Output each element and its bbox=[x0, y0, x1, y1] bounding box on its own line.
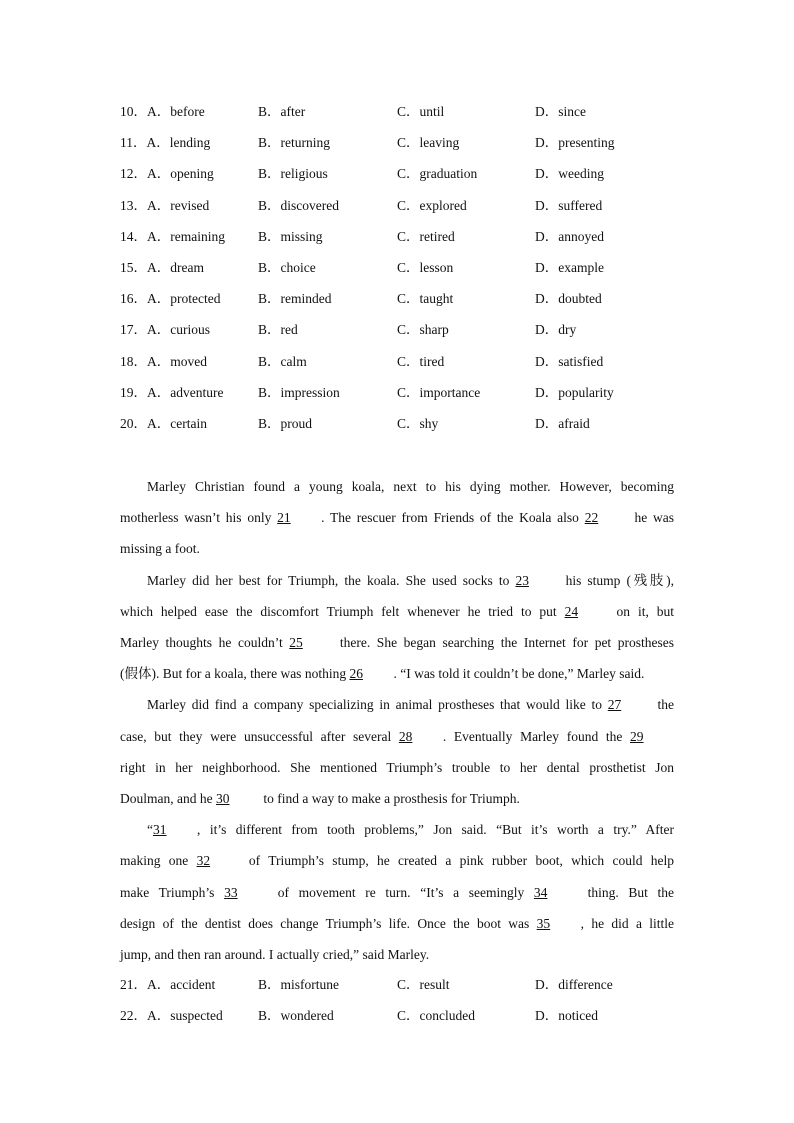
option-text: C．shy bbox=[397, 416, 439, 431]
option-text: B．after bbox=[258, 104, 306, 119]
option-b bbox=[258, 227, 323, 247]
option-c bbox=[397, 227, 455, 247]
option-b bbox=[258, 1006, 334, 1026]
blank-32: 32 bbox=[196, 853, 211, 869]
question-number: 16． bbox=[120, 291, 147, 307]
option-text: C．explored bbox=[397, 197, 467, 213]
blank-23: 23 bbox=[515, 572, 529, 588]
option-a bbox=[120, 196, 209, 216]
passage-text: Doulman, and he bbox=[120, 790, 213, 806]
passage-paragraph-2 bbox=[120, 565, 674, 690]
option-text: B．choice bbox=[258, 260, 316, 275]
passage-text: on it, but bbox=[616, 603, 675, 619]
blank-35: 35 bbox=[536, 915, 551, 931]
option-d bbox=[535, 196, 602, 216]
option-text: B．wondered bbox=[258, 1008, 334, 1024]
option-d bbox=[535, 320, 576, 340]
passage-text: motherless wasn’t his only bbox=[120, 510, 272, 526]
option-b bbox=[258, 289, 332, 309]
blank-30: 30 bbox=[215, 790, 230, 806]
question-number: 18． bbox=[120, 353, 147, 369]
option-a bbox=[120, 164, 214, 184]
option-d bbox=[535, 1006, 598, 1026]
option-text: B．discovered bbox=[258, 197, 339, 213]
passage-text: jump, and then ran around. I actually cried,” said Marley. bbox=[120, 946, 430, 962]
blank-34: 34 bbox=[533, 884, 548, 900]
question-number: 17． bbox=[120, 322, 147, 338]
passage-text: make Triumph’s bbox=[120, 884, 215, 900]
option-text: A．protected bbox=[147, 291, 221, 307]
option-text: D．difference bbox=[535, 977, 613, 992]
passage-text: “ bbox=[147, 822, 153, 838]
passage-text: of movement re turn. “It’s a seemingly bbox=[277, 884, 525, 900]
option-a bbox=[120, 320, 210, 340]
option-text: A．suspected bbox=[147, 1008, 223, 1024]
option-b bbox=[258, 102, 305, 122]
option-a bbox=[120, 975, 215, 995]
option-c bbox=[397, 414, 438, 434]
option-text: D．popularity bbox=[535, 384, 614, 400]
passage-text: Marley did find a company specializing in animal prostheses that would like to bbox=[147, 697, 603, 713]
option-text: B．impression bbox=[258, 384, 340, 400]
blank-25: 25 bbox=[289, 634, 303, 650]
question-number: 11． bbox=[120, 135, 147, 151]
passage-text: which helped ease the discomfort Triumph felt whenever he tried to put bbox=[120, 603, 557, 619]
question-row bbox=[120, 164, 680, 184]
passage-text: . Eventually Marley found the bbox=[442, 728, 623, 744]
option-text: A．curious bbox=[147, 322, 210, 338]
option-a bbox=[120, 1006, 223, 1026]
option-d bbox=[535, 289, 602, 309]
option-a bbox=[120, 414, 207, 434]
option-b bbox=[258, 196, 339, 216]
option-text: A．remaining bbox=[147, 228, 225, 244]
passage-text: , it’s different from tooth problems,” Jon said. “But it’s worth a try.” After bbox=[197, 822, 674, 838]
option-a bbox=[120, 133, 210, 153]
option-b bbox=[258, 975, 339, 995]
option-d bbox=[535, 133, 614, 153]
option-c bbox=[397, 196, 467, 216]
option-c bbox=[397, 1006, 475, 1026]
option-text: C．lesson bbox=[397, 260, 454, 275]
option-c bbox=[397, 352, 444, 372]
passage-text: making one bbox=[120, 853, 189, 869]
option-b bbox=[258, 414, 312, 434]
option-a bbox=[120, 289, 220, 309]
question-number: 12． bbox=[120, 166, 147, 182]
option-text: C．tired bbox=[397, 353, 445, 369]
option-d bbox=[535, 102, 586, 122]
option-text: A．certain bbox=[147, 416, 207, 431]
option-d bbox=[535, 164, 604, 184]
option-text: D．afraid bbox=[535, 416, 590, 431]
passage-text: his stump (残肢), bbox=[565, 572, 674, 588]
passage-text: thing. But the bbox=[587, 884, 674, 900]
question-row bbox=[120, 258, 680, 278]
option-text: B．red bbox=[258, 322, 298, 338]
blank-27: 27 bbox=[607, 697, 622, 713]
blank-21: 21 bbox=[277, 510, 291, 526]
passage-text: to find a way to make a prosthesis for Triumph. bbox=[263, 790, 520, 806]
option-b bbox=[258, 258, 316, 278]
option-c bbox=[397, 975, 450, 995]
option-b bbox=[258, 164, 328, 184]
option-text: B．misfortune bbox=[258, 977, 339, 992]
option-text: D．presenting bbox=[535, 135, 615, 151]
option-text: A．accident bbox=[147, 977, 216, 992]
option-text: D．annoyed bbox=[535, 228, 604, 244]
option-c bbox=[397, 133, 459, 153]
option-b bbox=[258, 320, 298, 340]
option-text: B．reminded bbox=[258, 291, 332, 307]
option-c bbox=[397, 383, 480, 403]
option-text: C．retired bbox=[397, 228, 455, 244]
option-a bbox=[120, 352, 207, 372]
question-number: 15． bbox=[120, 260, 147, 275]
option-text: A．lending bbox=[146, 135, 211, 151]
option-d bbox=[535, 227, 604, 247]
option-text: A．opening bbox=[147, 166, 214, 182]
option-a bbox=[120, 383, 223, 403]
blank-28: 28 bbox=[398, 728, 413, 744]
option-d bbox=[535, 352, 603, 372]
option-text: D．satisfied bbox=[535, 353, 604, 369]
option-text: B．proud bbox=[258, 416, 312, 431]
blank-33: 33 bbox=[224, 884, 238, 900]
passage-text: . “I was told it couldn’t be done,” Marley said. bbox=[393, 666, 645, 682]
option-c bbox=[397, 102, 444, 122]
option-text: D．since bbox=[535, 104, 586, 119]
option-text: A．revised bbox=[147, 197, 210, 213]
option-text: D．example bbox=[535, 260, 604, 275]
question-number: 10． bbox=[120, 104, 147, 119]
question-row bbox=[120, 227, 680, 247]
question-row bbox=[120, 320, 680, 340]
option-text: C．graduation bbox=[397, 166, 478, 182]
option-text: C．importance bbox=[397, 384, 481, 400]
option-text: D．dry bbox=[535, 322, 577, 338]
question-row bbox=[120, 383, 680, 403]
option-text: A．dream bbox=[147, 260, 204, 275]
option-text: A．before bbox=[147, 104, 205, 119]
blank-31: 31 bbox=[153, 822, 167, 838]
option-d bbox=[535, 975, 613, 995]
option-text: C．sharp bbox=[397, 322, 449, 338]
passage-text: missing a foot. bbox=[120, 541, 200, 557]
option-c bbox=[397, 164, 477, 184]
option-d bbox=[535, 414, 590, 434]
option-d bbox=[535, 383, 614, 403]
option-text: A．adventure bbox=[147, 384, 224, 400]
option-text: A．moved bbox=[147, 353, 207, 369]
passage-text: (假体). But for a koala, there was nothing bbox=[120, 666, 347, 682]
passage-paragraph-1 bbox=[120, 471, 674, 565]
question-row bbox=[120, 414, 680, 434]
option-text: D．doubted bbox=[535, 291, 602, 307]
option-a bbox=[120, 258, 204, 278]
option-text: B．religious bbox=[258, 166, 328, 182]
option-a bbox=[120, 102, 205, 122]
passage-text: right in her neighborhood. She mentioned Triumph’s trouble to her dental prosthetist Jon bbox=[120, 759, 674, 775]
question-number: 21． bbox=[120, 977, 147, 992]
passage-text: Marley thoughts he couldn’t bbox=[120, 634, 283, 650]
option-text: D．weeding bbox=[535, 166, 604, 182]
question-row bbox=[120, 196, 680, 216]
passage-paragraph-4 bbox=[120, 814, 674, 970]
option-b bbox=[258, 383, 340, 403]
passage-text: Marley did her best for Triumph, the koala. She used socks to bbox=[147, 572, 510, 588]
question-number: 22． bbox=[120, 1008, 147, 1024]
option-d bbox=[535, 258, 604, 278]
passage-text: of Triumph’s stump, he created a pink rubber boot, which could help bbox=[248, 853, 674, 869]
blank-26: 26 bbox=[349, 666, 363, 682]
option-text: C．taught bbox=[397, 291, 454, 307]
question-number: 20． bbox=[120, 416, 147, 431]
blank-24: 24 bbox=[564, 603, 579, 619]
option-text: B．returning bbox=[258, 135, 330, 151]
question-number: 19． bbox=[120, 384, 147, 400]
blank-22: 22 bbox=[584, 510, 599, 526]
option-text: C．concluded bbox=[397, 1008, 475, 1024]
option-text: B．calm bbox=[258, 353, 307, 369]
passage-text: there. She began searching the Internet for pet prostheses bbox=[339, 634, 674, 650]
option-c bbox=[397, 258, 453, 278]
option-text: C．leaving bbox=[397, 135, 460, 151]
question-row bbox=[120, 133, 680, 153]
question-row bbox=[120, 975, 680, 995]
passage-text: , he did a little bbox=[580, 915, 675, 931]
passage-text: Marley Christian found a young koala, next to his dying mother. However, becoming bbox=[147, 479, 674, 494]
question-row bbox=[120, 1006, 680, 1026]
passage-text: the bbox=[657, 697, 675, 713]
option-b bbox=[258, 133, 330, 153]
passage-paragraph-3 bbox=[120, 689, 674, 814]
option-text: D．noticed bbox=[535, 1008, 598, 1024]
option-c bbox=[397, 320, 449, 340]
question-row bbox=[120, 289, 680, 309]
passage-text: he was bbox=[634, 510, 675, 526]
option-c bbox=[397, 289, 453, 309]
option-text: B．missing bbox=[258, 228, 323, 244]
option-a bbox=[120, 227, 225, 247]
question-row bbox=[120, 352, 680, 372]
blank-29: 29 bbox=[630, 728, 644, 744]
option-text: C．until bbox=[397, 104, 445, 119]
question-row bbox=[120, 102, 680, 122]
passage-text: . The rescuer from Friends of the Koala also bbox=[321, 510, 579, 526]
question-number: 14． bbox=[120, 228, 147, 244]
option-text: C．result bbox=[397, 977, 450, 992]
option-text: D．suffered bbox=[535, 197, 603, 213]
question-number: 13． bbox=[120, 197, 147, 213]
passage-text: case, but they were unsuccessful after several bbox=[120, 728, 392, 744]
option-b bbox=[258, 352, 307, 372]
passage-text: design of the dentist does change Triumph’s life. Once the boot was bbox=[120, 915, 530, 931]
